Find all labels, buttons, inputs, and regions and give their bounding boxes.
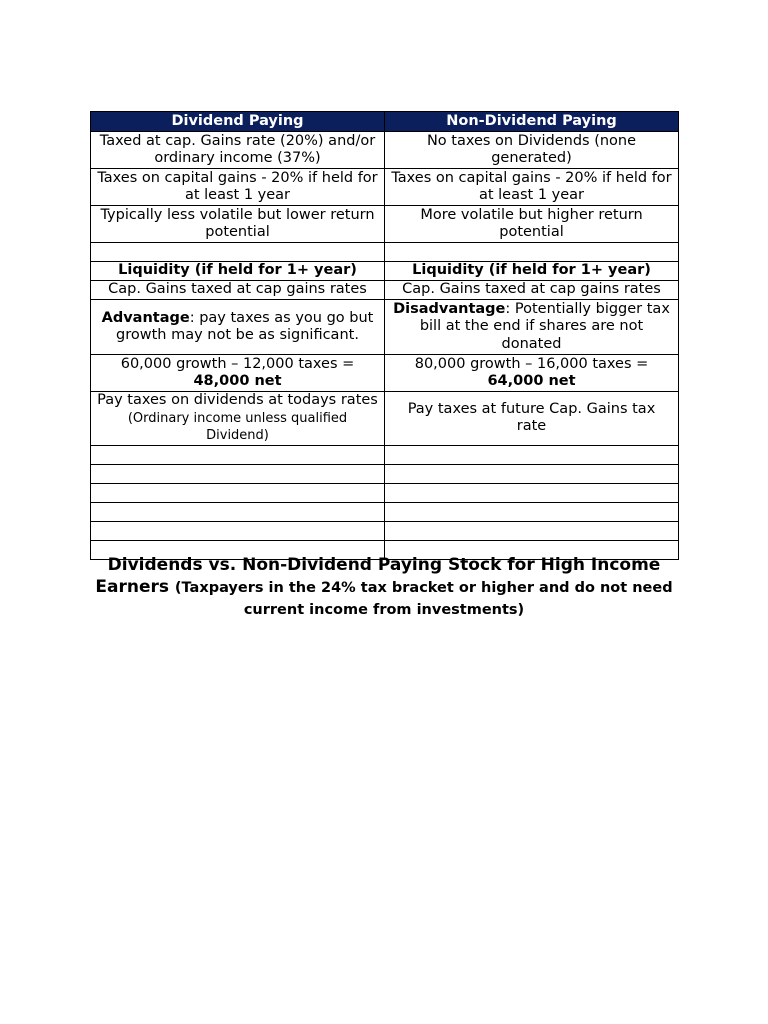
table-header-row (91, 112, 679, 132)
empty-cell (91, 464, 385, 483)
cell-volatility-dividend: Typically less volatile but lower return potential (91, 206, 385, 243)
growth-calc-non-dividend: 80,000 growth – 16,000 taxes = (414, 355, 649, 372)
comparison-table (90, 111, 679, 560)
table-row (91, 392, 679, 446)
empty-cell (91, 483, 385, 502)
pay-taxes-main: Pay taxes on dividends at todays rates (97, 392, 378, 408)
table-row-empty (91, 445, 679, 464)
advantage-label: Advantage (101, 309, 190, 326)
empty-cell (385, 243, 679, 262)
table-row (91, 262, 679, 281)
cell-advantage (91, 300, 385, 355)
table-row (91, 300, 679, 355)
empty-cell (385, 483, 679, 502)
pay-taxes-note: (Ordinary income unless qualified Dividend) (127, 410, 348, 443)
cell-growth-non-dividend (385, 355, 679, 392)
disadvantage-text: : Potentially bigger tax bill at the end if shares are not donated (419, 300, 670, 352)
table-row-empty (91, 502, 679, 521)
table-row (91, 355, 679, 392)
cell-liquidity-dividend: Liquidity (if held for 1+ year) (91, 262, 385, 281)
empty-cell (385, 521, 679, 540)
disadvantage-label: Disadvantage (393, 300, 506, 317)
cell-cap-gains-taxed-non-dividend: Cap. Gains taxed at cap gains rates (385, 281, 679, 300)
cell-volatility-non-dividend: More volatile but higher return potential (385, 206, 679, 243)
cell-capital-gains-non-dividend: Taxes on capital gains - 20% if held for at least 1 year (385, 169, 679, 206)
empty-cell (91, 445, 385, 464)
header-dividend-paying: Dividend Paying (91, 112, 385, 132)
table-row-empty (91, 483, 679, 502)
cell-tax-rate-dividend: Taxed at cap. Gains rate (20%) and/or ordinary income (37%) (91, 132, 385, 169)
net-dividend: 48,000 net (193, 373, 282, 389)
empty-cell (385, 464, 679, 483)
caption-title: Dividends vs. Non-Dividend Paying Stock for High Income Earners (95, 555, 661, 597)
advantage-text: : pay taxes as you go but growth may not be as significant. (116, 309, 374, 343)
document-caption (90, 554, 678, 620)
cell-growth-dividend (91, 355, 385, 392)
empty-cell (91, 243, 385, 262)
table-row (91, 281, 679, 300)
net-non-dividend: 64,000 net (487, 373, 576, 389)
cell-pay-taxes-dividend (91, 392, 385, 446)
cell-tax-rate-non-dividend: No taxes on Dividends (none generated) (385, 132, 679, 169)
table-row (91, 169, 679, 206)
empty-cell (91, 502, 385, 521)
caption-title-line (90, 554, 678, 620)
table-row-empty (91, 464, 679, 483)
empty-cell (385, 502, 679, 521)
cell-disadvantage (385, 300, 679, 355)
empty-cell (91, 521, 385, 540)
caption-subtitle: (Taxpayers in the 24% tax bracket or higher and do not need current income from investments) (174, 580, 673, 618)
table-row (91, 132, 679, 169)
header-non-dividend-paying: Non-Dividend Paying (385, 112, 679, 132)
table-row-empty (91, 521, 679, 540)
cell-liquidity-non-dividend: Liquidity (if held for 1+ year) (385, 262, 679, 281)
table-row-empty (91, 243, 679, 262)
cell-pay-taxes-non-dividend: Pay taxes at future Cap. Gains tax rate (385, 392, 679, 446)
empty-cell (385, 445, 679, 464)
growth-calc-dividend: 60,000 growth – 12,000 taxes = (120, 355, 355, 372)
cell-capital-gains-dividend: Taxes on capital gains - 20% if held for at least 1 year (91, 169, 385, 206)
cell-cap-gains-taxed-dividend: Cap. Gains taxed at cap gains rates (91, 281, 385, 300)
table-row (91, 206, 679, 243)
